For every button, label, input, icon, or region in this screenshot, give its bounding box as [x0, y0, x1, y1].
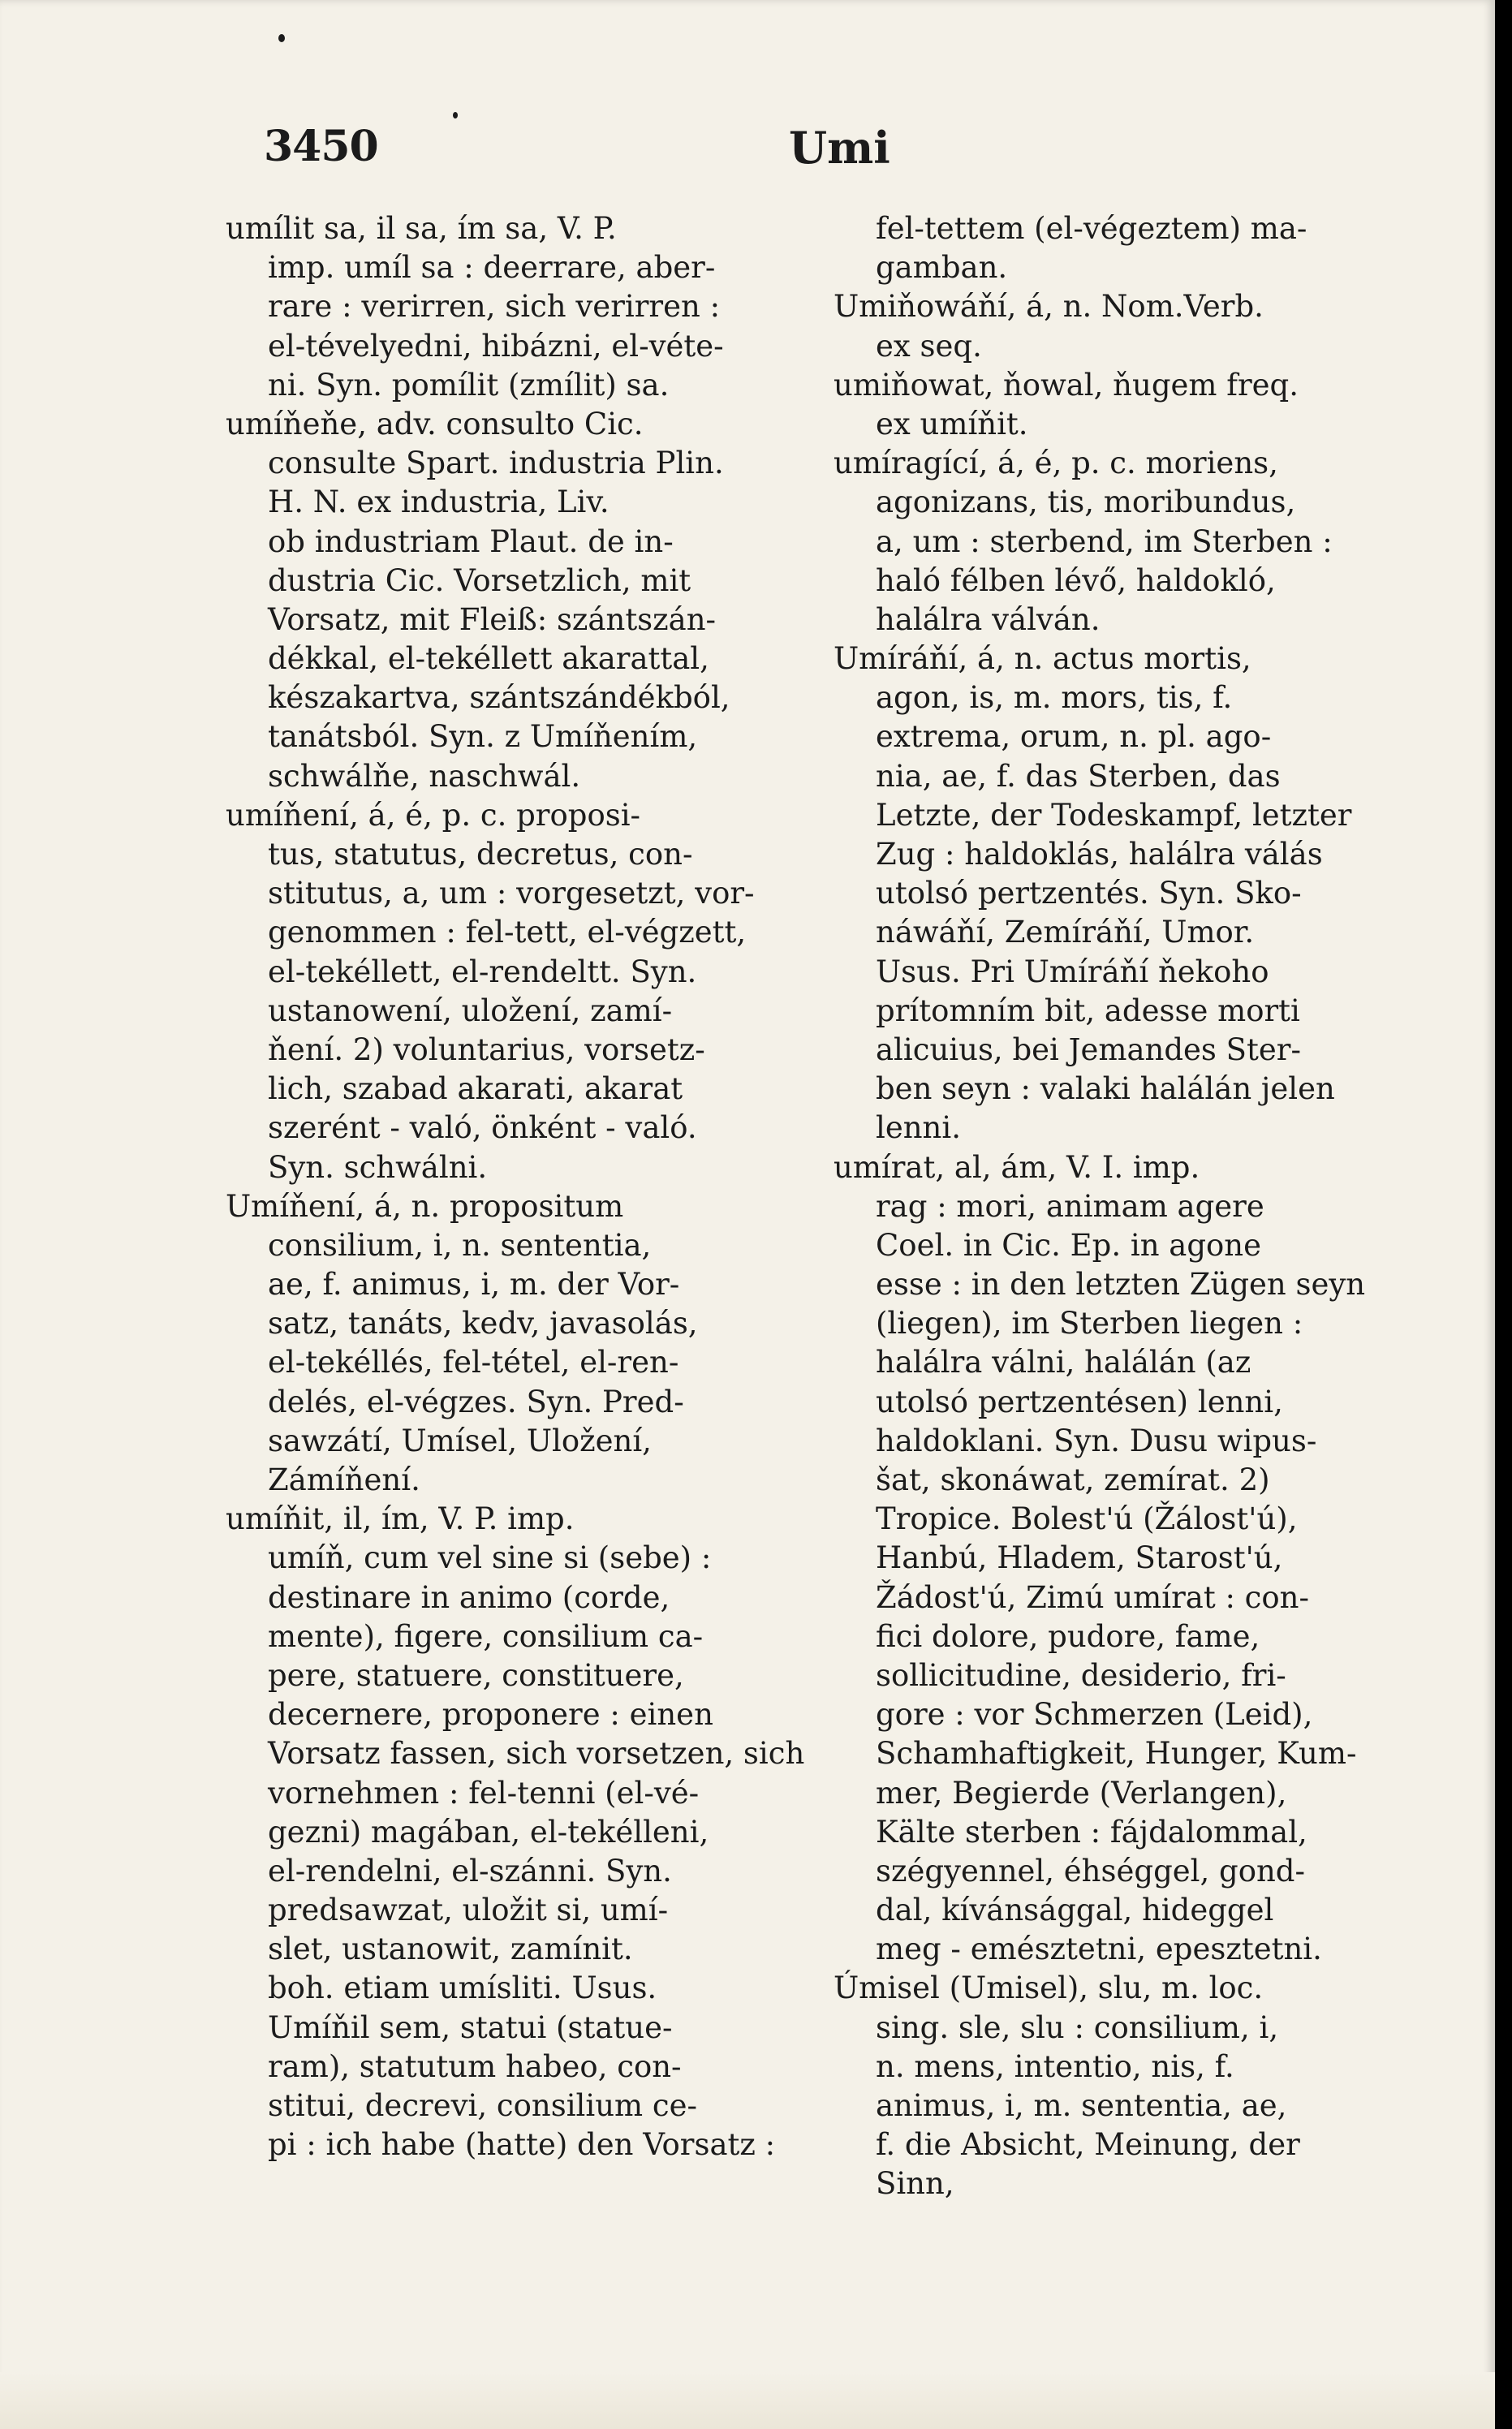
entry-line: vornehmen : fel-tenni (el-vé-	[268, 1775, 700, 1811]
entry-line: umírat, al, ám, V. I. imp.	[834, 1149, 1200, 1185]
entry-line: haldoklani. Syn. Dusu wipus-	[876, 1423, 1317, 1458]
entry-line: Zámíňení.	[268, 1462, 420, 1497]
entry-line: rag : mori, animam agere	[876, 1188, 1264, 1224]
entry-line: a, um : sterbend, im Sterben :	[876, 523, 1333, 559]
entry-line: Vorsatz fassen, sich vorsetzen, sich	[268, 1736, 805, 1772]
entry-line: satz, tanáts, kedv, javasolás,	[268, 1306, 698, 1342]
entry-line: stitutus, a, um : vorgesetzt, vor-	[268, 876, 755, 911]
entry-line: Úmisel (Umisel), slu, m. loc.	[834, 1970, 1264, 2006]
entry-line: Kälte sterben : fájdalommal,	[876, 1814, 1307, 1850]
entry-line: Umiňowáňí, á, n. Nom.Verb.	[834, 289, 1264, 325]
entry-line: sollicitudine, desiderio, fri-	[876, 1657, 1286, 1693]
entry-line: náwáňí, Zemíráňí, Umor.	[876, 915, 1255, 950]
entry-line: alicuius, bei Jemandes Ster-	[876, 1031, 1301, 1067]
entry-line: slet, ustanowit, zamínit.	[268, 1932, 633, 1967]
entry-line: imp. umíl sa : deerrare, aber-	[268, 250, 716, 286]
entry-line: agon, is, m. mors, tis, f.	[876, 680, 1233, 716]
entry-line: umíňeňe, adv. consulto Cic.	[226, 406, 644, 441]
left-column	[226, 209, 805, 2164]
right-column	[834, 209, 1418, 2204]
entry-line: nia, ae, f. das Sterben, das	[876, 758, 1281, 794]
entry-line: H. N. ex industria, Liv.	[268, 485, 610, 520]
entry-line: készakartva, szántszándékból,	[268, 680, 730, 716]
entry-line: Schamhaftigkeit, Hunger, Kum-	[876, 1736, 1357, 1772]
entry-line: esse : in den letzten Zügen seyn	[876, 1267, 1366, 1303]
entry-line: decernere, proponere : einen	[268, 1697, 713, 1733]
entry-line: Vorsatz, mit Fleiß: szántszán-	[268, 601, 717, 637]
entry-line: Letzte, der Todeskampf, letzter	[876, 797, 1352, 833]
entry-line: pere, statuere, constituere,	[268, 1657, 684, 1693]
page-number: 3450	[264, 122, 378, 171]
entry-line: el-tekéllett, el-rendeltt. Syn.	[268, 954, 697, 989]
entry-line: genommen : fel-tett, el-végzett,	[268, 915, 747, 950]
entry-line: Hanbú, Hladem, Starost'ú,	[876, 1540, 1283, 1576]
entry-line: stitui, decrevi, consilium ce-	[268, 2088, 698, 2123]
entry-line: ae, f. animus, i, m. der Vor-	[268, 1267, 680, 1303]
entry-line: ben seyn : valaki halálán jelen	[876, 1071, 1335, 1107]
entry-line: lenni.	[876, 1110, 961, 1146]
entry-line: mente), figere, consilium ca-	[268, 1618, 704, 1654]
entry-line: agonizans, tis, moribundus,	[876, 485, 1296, 520]
entry-line: umílit sa, il sa, ím sa, V. P.	[226, 211, 617, 246]
entry-line: ram), statutum habeo, con-	[268, 2048, 682, 2084]
entry-line: dal, kívánsággal, hideggel	[876, 1893, 1274, 1928]
entry-line: mer, Begierde (Verlangen),	[876, 1775, 1287, 1811]
entry-line: prítomním bit, adesse morti	[876, 993, 1300, 1028]
entry-line: Sinn,	[876, 2166, 954, 2202]
entry-line: el-rendelni, el-szánni. Syn.	[268, 1853, 672, 1889]
entry-line: halálra válván.	[876, 601, 1101, 637]
entry-line: fici dolore, pudore, fame,	[876, 1618, 1260, 1654]
entry-line: animus, i, m. sententia, ae,	[876, 2088, 1287, 2123]
entry-line: Usus. Pri Umíráňí ňekoho	[876, 954, 1269, 989]
entry-line: Coel. in Cic. Ep. in agone	[876, 1227, 1262, 1263]
entry-line: szégyennel, éhséggel, gond-	[876, 1853, 1305, 1889]
entry-line: boh. etiam umísliti. Usus.	[268, 1970, 657, 2006]
entry-line: pi : ich habe (hatte) den Vorsatz :	[268, 2127, 776, 2163]
page-bottom-edge	[0, 2372, 1495, 2429]
page-header	[0, 122, 1495, 179]
entry-line: n. mens, intentio, nis, f.	[876, 2048, 1234, 2084]
entry-line: utolsó pertzentésen) lenni,	[876, 1384, 1283, 1419]
entry-line: consilium, i, n. sententia,	[268, 1227, 652, 1263]
entry-line: Tropice. Bolest'ú (Žálost'ú),	[876, 1501, 1298, 1537]
entry-line: consulte Spart. industria Plin.	[268, 446, 724, 481]
entry-line: tus, statutus, decretus, con-	[268, 837, 693, 872]
entry-line: el-tévelyedni, hibázni, el-véte-	[268, 328, 724, 364]
entry-line: gamban.	[876, 250, 1008, 286]
entry-line: gore : vor Schmerzen (Leid),	[876, 1697, 1313, 1733]
entry-line: ustanowení, uložení, zamí-	[268, 993, 673, 1028]
entry-line: umíragící, á, é, p. c. moriens,	[834, 446, 1278, 481]
entry-line: schwálňe, naschwál.	[268, 758, 581, 794]
entry-line: umíňit, il, ím, V. P. imp.	[226, 1501, 575, 1537]
entry-line: fel-tettem (el-végeztem) ma-	[876, 211, 1307, 246]
entry-line: destinare in animo (corde,	[268, 1579, 670, 1615]
entry-line: sing. sle, slu : consilium, i,	[876, 2009, 1279, 2045]
entry-line: šat, skonáwat, zemírat. 2)	[876, 1462, 1270, 1497]
entry-line: Žádost'ú, Zimú umírat : con-	[876, 1579, 1310, 1615]
entry-line: Umíňil sem, statui (statue-	[268, 2009, 673, 2045]
entry-line: ob industriam Plaut. de in-	[268, 523, 674, 559]
entry-line: delés, el-végzes. Syn. Pred-	[268, 1384, 684, 1419]
ink-speck	[278, 34, 285, 42]
entry-line: extrema, orum, n. pl. ago-	[876, 719, 1272, 755]
entry-line: Umíráňí, á, n. actus mortis,	[834, 641, 1251, 677]
entry-line: utolsó pertzentés. Syn. Sko-	[876, 876, 1302, 911]
entry-line: tanátsból. Syn. z Umíňením,	[268, 719, 698, 755]
entry-line: umíň, cum vel sine si (sebe) :	[268, 1540, 712, 1576]
entry-line: lich, szabad akarati, akarat	[268, 1071, 683, 1107]
entry-line: szerént - való, önként - való.	[268, 1110, 697, 1146]
entry-line: Syn. schwálni.	[268, 1149, 488, 1185]
entry-line: sawzátí, Umísel, Uložení,	[268, 1423, 652, 1458]
ink-speck	[453, 112, 458, 118]
entry-line: (liegen), im Sterben liegen :	[876, 1306, 1303, 1342]
entry-line: el-tekéllés, fel-tétel, el-ren-	[268, 1345, 679, 1380]
running-head: Umi	[789, 122, 890, 174]
entry-line: Zug : haldoklás, halálra válás	[876, 837, 1323, 872]
entry-line: Umíňení, á, n. propositum	[226, 1188, 624, 1224]
entry-line: ex seq.	[876, 328, 982, 364]
entry-line: rare : verirren, sich verirren :	[268, 289, 721, 325]
entry-line: ex umíňit.	[876, 406, 1028, 441]
entry-line: predsawzat, uložit si, umí-	[268, 1893, 669, 1928]
entry-line: f. die Absicht, Meinung, der	[876, 2127, 1300, 2163]
entry-line: umíňení, á, é, p. c. proposi-	[226, 797, 641, 833]
entry-line: ňení. 2) voluntarius, vorsetz-	[268, 1031, 705, 1067]
entry-line: umiňowat, ňowal, ňugem freq.	[834, 367, 1299, 403]
entry-line: dékkal, el-tekéllett akarattal,	[268, 641, 709, 677]
entry-line: gezni) magában, el-tekélleni,	[268, 1814, 709, 1850]
entry-line: meg - emésztetni, epesztetni.	[876, 1932, 1322, 1967]
entry-line: ni. Syn. pomílit (zmílit) sa.	[268, 367, 670, 403]
entry-line: haló félben lévő, haldokló,	[876, 562, 1276, 598]
entry-line: halálra válni, halálán (az	[876, 1345, 1251, 1380]
entry-line: dustria Cic. Vorsetzlich, mit	[268, 562, 691, 598]
